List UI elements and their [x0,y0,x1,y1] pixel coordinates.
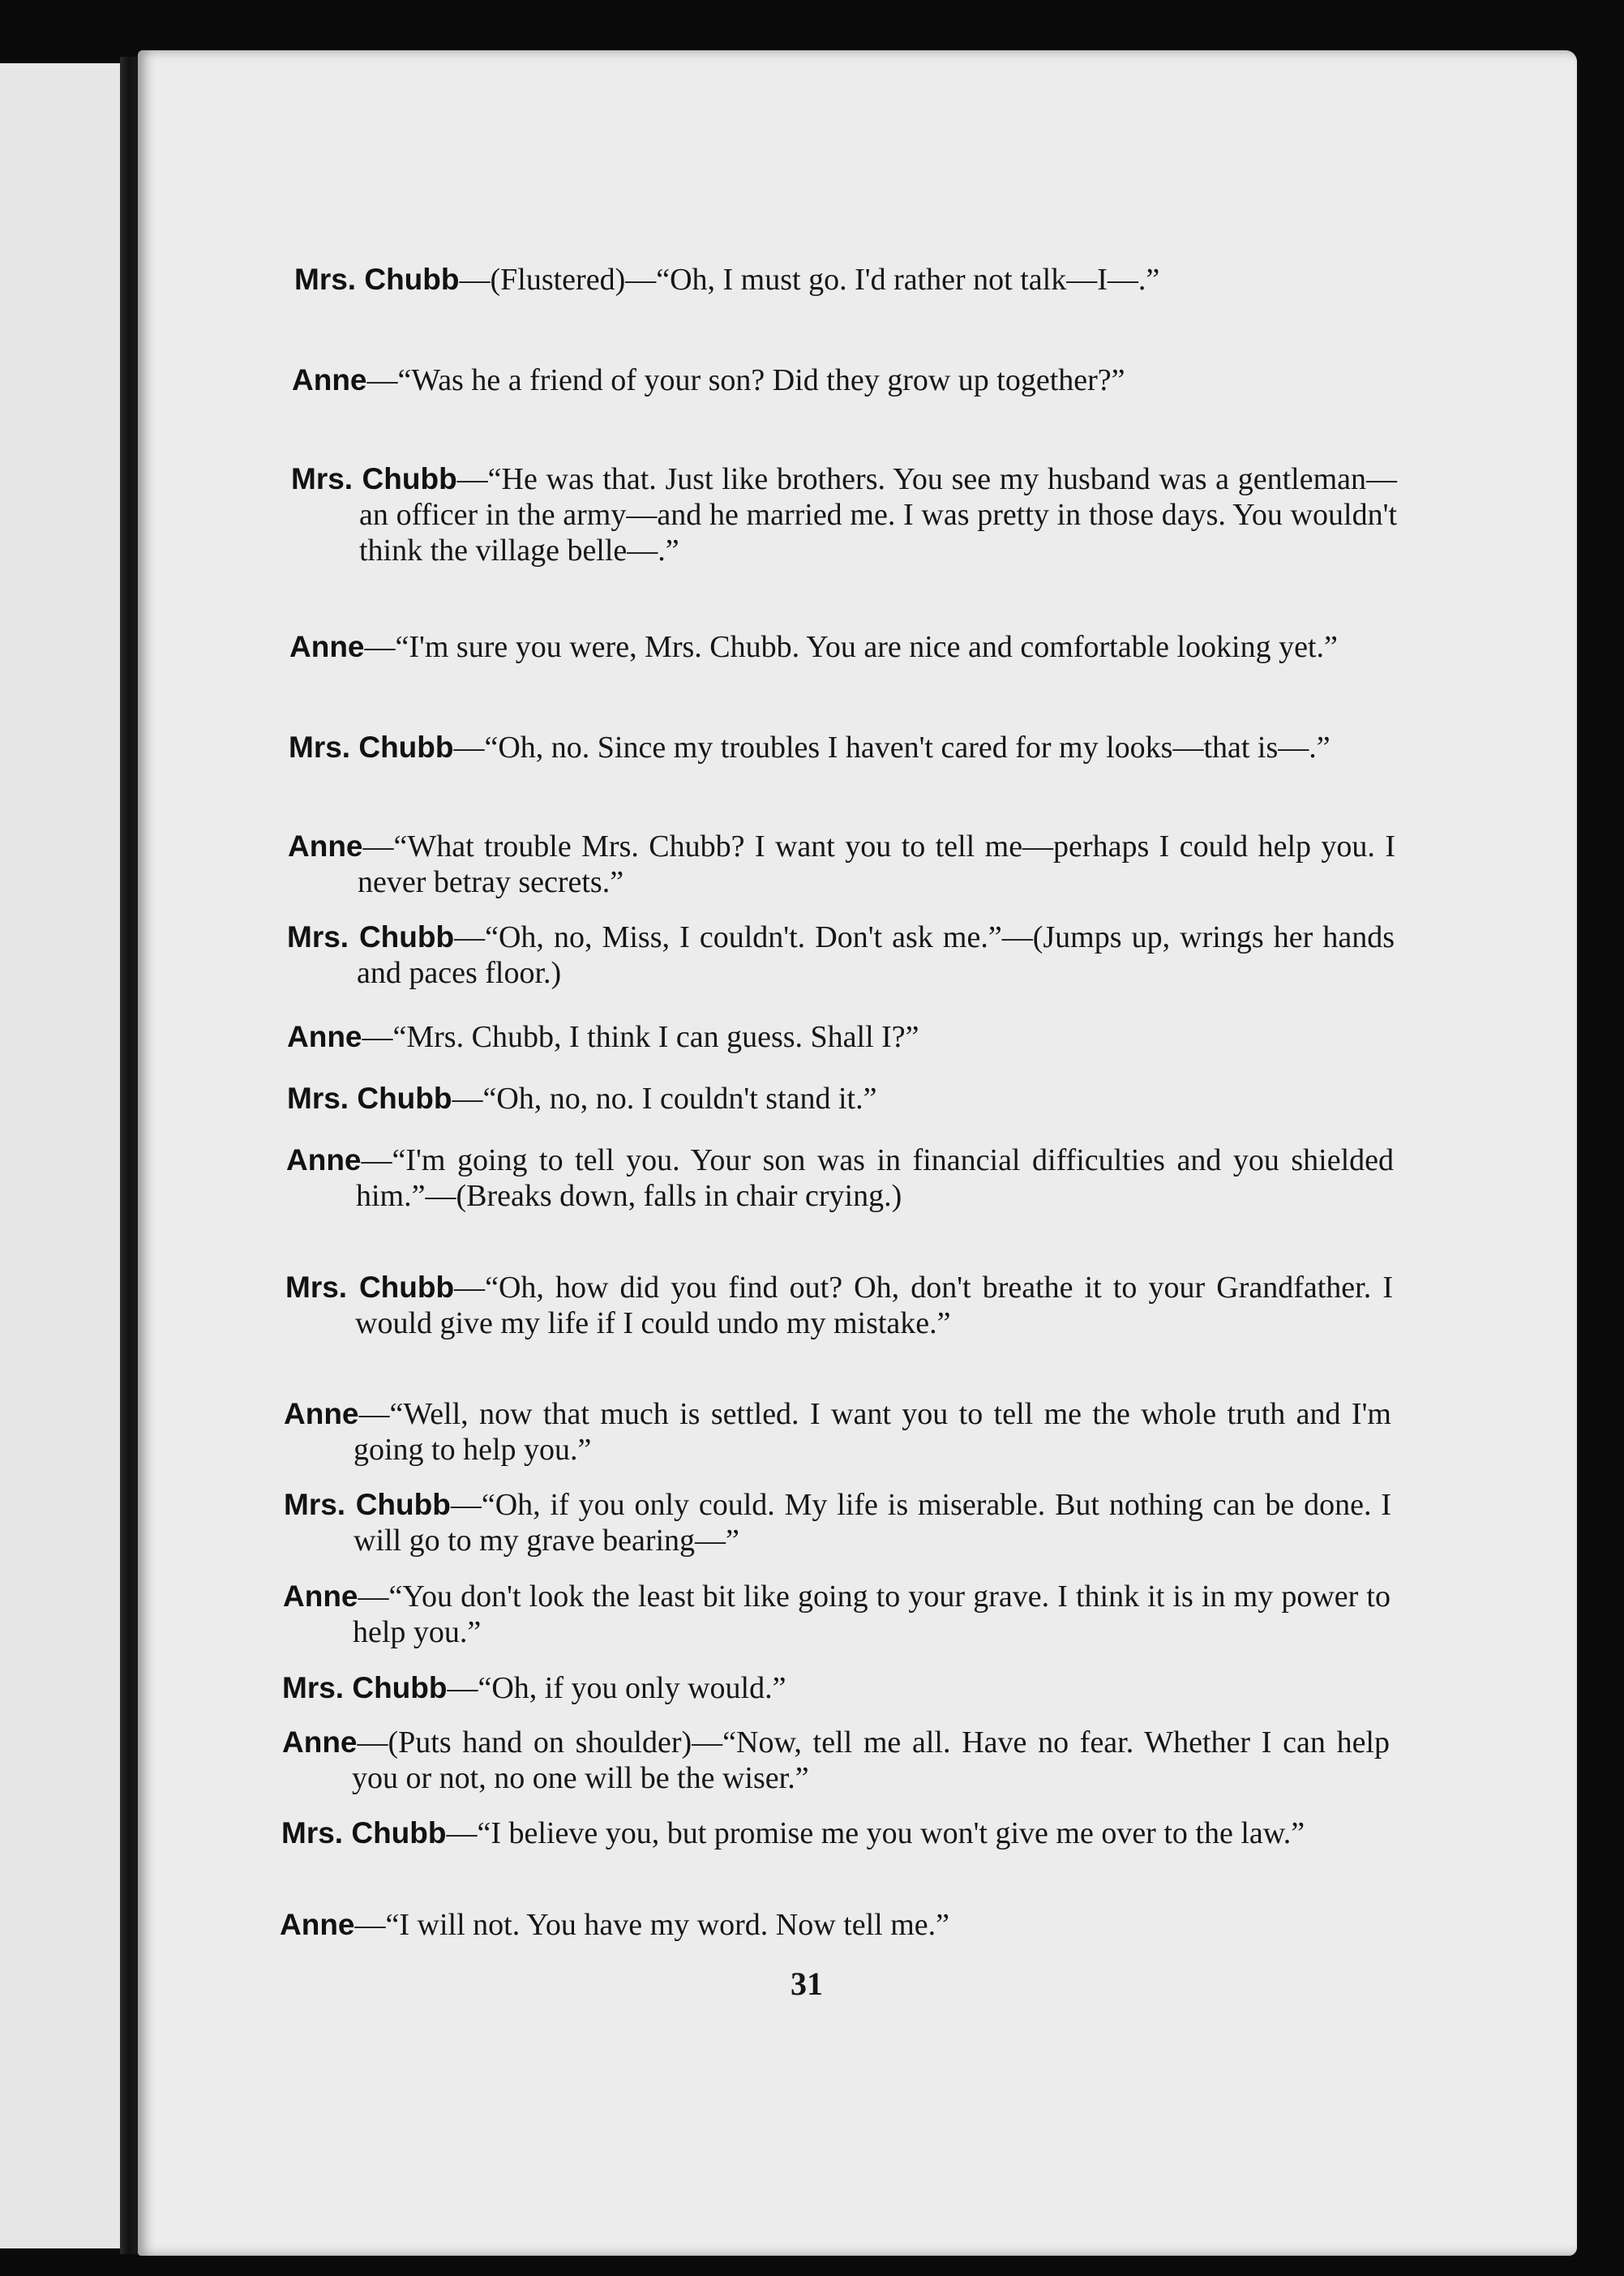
speaker-name: Anne [289,630,365,663]
speech [284,1396,1391,1468]
speech-text: —“Oh, no, no. I couldn't stand it.” [452,1082,877,1116]
speaker-name: Anne [280,1908,355,1941]
speaker-name: Mrs. Chubb [284,1488,451,1521]
speaker-name: Mrs. Chubb [287,920,455,954]
speech-text: —“I'm going to tell you. Your son was in financial difficulties and you shielded him.”—(Breaks down, falls in chair crying.) [356,1143,1394,1213]
speaker-name: Anne [283,1579,358,1613]
speech-text: —“Oh, if you only could. My life is miserable. But nothing can be done. I will go to my grave bearing—” [354,1488,1391,1558]
page-number: 31 [791,1965,823,2002]
speech [294,262,1371,298]
speaker-name: Mrs. Chubb [294,263,460,296]
speech [285,1270,1393,1341]
speech-text: —“You don't look the least bit like going to your grave. I think it is in my power to help you.” [353,1579,1390,1649]
speech [281,1815,1389,1851]
speech [282,1725,1390,1796]
speech-text: —“I'm sure you were, Mrs. Chubb. You are nice and comfortable looking yet.” [364,630,1338,664]
speaker-name: Anne [288,829,363,863]
speaker-name: Anne [286,1143,362,1177]
speaker-name: Anne [292,363,367,396]
speech [289,730,1396,765]
speaker-name: Mrs. Chubb [291,462,457,495]
speech [289,629,1397,665]
speech-text: —“Was he a friend of your son? Did they grow up together?” [366,363,1125,397]
speaker-name: Mrs. Chubb [287,1082,452,1115]
speech [287,1019,1395,1055]
speech-text: —(Flustered)—“Oh, I must go. I'd rather not talk—I—.” [459,263,1160,297]
speech-text: —“Oh, no, Miss, I couldn't. Don't ask me.”—(Jumps up, wrings her hands and paces floor.) [357,920,1395,990]
speech-text: —“I will not. You have my word. Now tell me.” [354,1908,950,1942]
speech [292,362,1400,398]
speaker-name: Mrs. Chubb [281,1816,447,1850]
speech-text: —“Well, now that much is settled. I want you to tell me the whole truth and I'm going to help you.” [354,1397,1391,1467]
speech [283,1579,1390,1650]
speech [288,829,1395,900]
speech [287,919,1395,991]
speaker-name: Anne [282,1725,358,1759]
speech [286,1142,1394,1214]
speech-text: —“I believe you, but promise me you won't give me over to the law.” [446,1816,1305,1850]
speaker-name: Anne [284,1397,359,1430]
speaker-name: Mrs. Chubb [285,1271,455,1304]
speaker-name: Mrs. Chubb [282,1671,448,1704]
speech [291,461,1397,568]
speech-text: —“Oh, no. Since my troubles I haven't cared for my looks—that is—.” [453,731,1330,765]
speech [280,1907,1326,1943]
speech [282,1670,1390,1706]
speech [287,1081,1395,1117]
facing-page-edge [0,63,121,2248]
speech-text: —“Oh, how did you find out? Oh, don't breathe it to your Grandfather. I would give my life if I could undo my mistake.” [355,1271,1393,1340]
speaker-name: Mrs. Chubb [289,731,454,764]
speaker-name: Anne [287,1020,362,1053]
speech [284,1487,1391,1558]
speech-text: —(Puts hand on shoulder)—“Now, tell me all. Have no fear. Whether I can help you or not, no one will be the wiser.” [352,1725,1390,1795]
speech-text: —“Oh, if you only would.” [447,1671,786,1705]
speech-text: —“What trouble Mrs. Chubb? I want you to tell me—perhaps I could help you. I never betray secrets.” [358,829,1395,899]
speech-text: —“He was that. Just like brothers. You see my husband was a gentleman—an officer in the army—and he married me. I was pretty in those days. You wouldn't think the village belle—.” [359,462,1397,568]
speech-text: —“Mrs. Chubb, I think I can guess. Shall I?” [362,1020,919,1054]
